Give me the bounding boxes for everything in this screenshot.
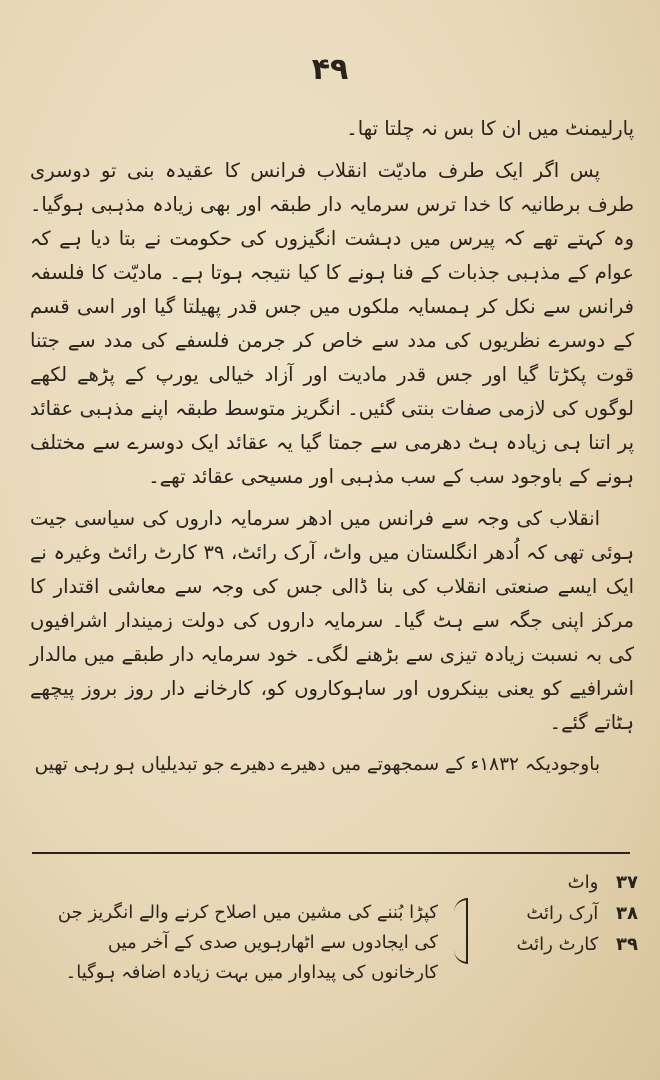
page-number: ۴۹ — [311, 52, 349, 87]
footnote-number: ۳۸ — [616, 903, 638, 924]
paragraph-1: پارلیمنٹ میں ان کا بس نہ چلتا تھا۔ — [346, 117, 634, 140]
footnote-labels — [468, 868, 638, 961]
footnote-brace — [454, 898, 468, 964]
footnote-name: واٹ — [567, 872, 599, 893]
footnote-label — [468, 868, 638, 899]
footnote-divider — [32, 852, 630, 854]
footnote-description: کپڑا بُننے کی مشین میں اصلاح کرنے والے انگریز جن کی ایجادوں سے اٹھارہویں صدی کے آخر میں کارخانوں کی پیداوار میں بہت زیادہ اضافہ ہوگیا۔ — [57, 902, 438, 983]
footnote-name: آرک رائٹ — [526, 903, 599, 924]
paragraph-4: باوجودیکہ ۱۸۳۲ء کے سمجھوتے میں دھیرے دھیرے جو تبدیلیاں ہو رہی تھیں — [34, 754, 600, 775]
footnote-label — [468, 899, 638, 930]
footnote-number: ۳۷ — [616, 872, 638, 893]
footnote-number: ۳۹ — [616, 934, 638, 955]
paragraph-2: پس اگر ایک طرف مادیّت انقلاب فرانس کا عقیدہ بنی تو دوسری طرف برطانیہ کا خدا ترس سرمایہ دار طبقہ اور بھی زیادہ مذہبی ہوگیا۔ وہ کہتے تھے کہ پیرس میں دہشت انگیزوں کی حکومت نے بتا دیا ہے کہ عوام کے مذہبی جذبات کے فنا ہونے کا کیا نتیجہ ہوتا ہے۔ مادیّت کا فلسفہ فرانس سے نکل کر ہمسایہ ملکوں میں جس قدر پھیلتا گیا اور اسی قسم کے دوسرے نظریوں کی مدد سے خاص کر جرمن فلسفے کی مدد سے جتنا قوت پکڑتا گیا اور جس قدر مادیت اور آزاد خیالی یورپ کے پڑھے لکھے لوگوں کی لازمی صفات بنتی گئیں۔ انگریز متوسط طبقہ اپنے مذہبی عقائد پر اتنا ہی زیادہ ہٹ دھرمی سے جمتا گیا یہ عقائد ایک دوسرے سے مختلف ہونے کے باوجود سب کے سب مذہبی اور مسیحی عقائد تھے۔ — [30, 159, 634, 488]
footnote-name: کارٹ رائٹ — [516, 934, 599, 955]
body-text — [30, 112, 634, 790]
footnotes — [36, 868, 638, 988]
footnote-label — [468, 930, 638, 961]
paragraph-3: انقلاب کی وجہ سے فرانس میں ادھر سرمایہ داروں کی سیاسی جیت ہوئی تھی کہ اُدھر انگلستان میں واٹ، آرک رائٹ، ۳۹ کارٹ رائٹ وغیرہ نے ایک ایسے صنعتی انقلاب کی بنا ڈالی جس کی وجہ سے معاشی اقتدار کا مرکز اپنی جگہ سے ہٹ گیا۔ سرمایہ داروں کی دولت زمیندار اشرافیوں کی بہ نسبت زیادہ تیزی سے بڑھنے لگی۔ خود سرمایہ دار طبقے میں مالدار اشرافیے کو یعنی بینکروں اور ساہوکاروں کو، کارخانے دار روز بروز پیچھے ہٹاتے گئے۔ — [30, 507, 634, 734]
